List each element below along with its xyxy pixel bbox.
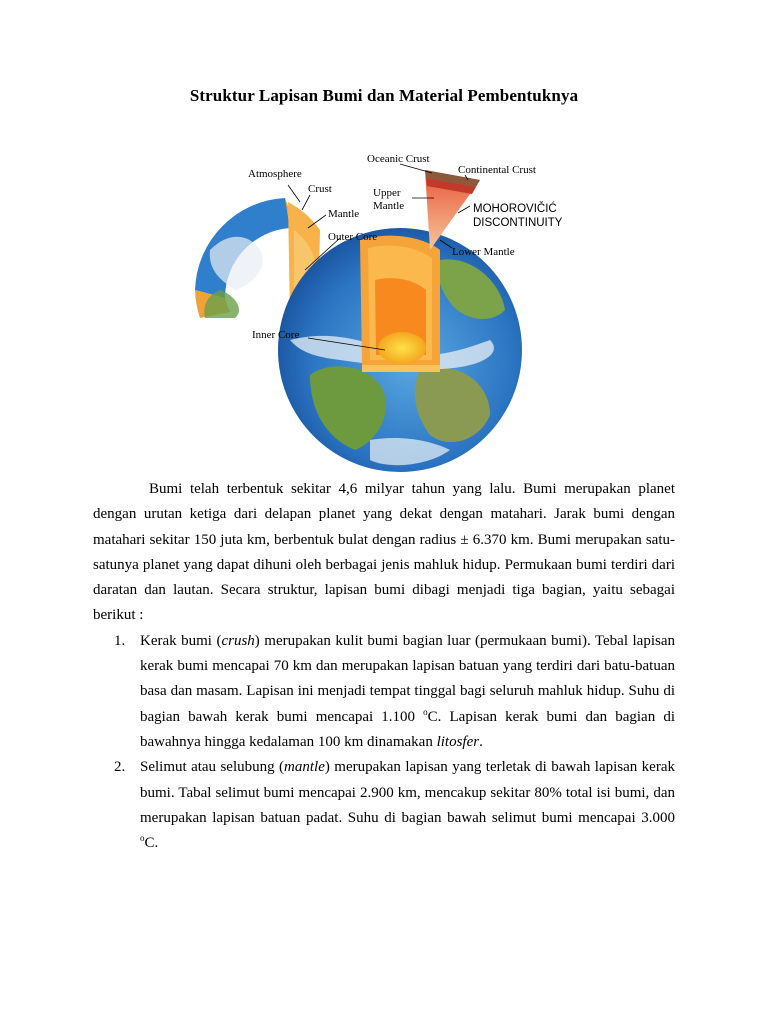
label-upper-mantle-2: Mantle — [373, 200, 405, 212]
term-mantle: mantle — [284, 759, 325, 776]
list-text: Kerak bumi ( — [140, 632, 222, 649]
crust-wedge — [425, 170, 480, 250]
list-text: ) merupakan lapisan yang terletak di bawah lapisan kerak bumi. Tabal selimut bumi mencapai 2.900 km, mencakup sekitar 80% total isi bumi, dan merupakan lapisan batuan padat. Suhu di bagian bawah selimut bumi mencapai 3.000 — [140, 759, 675, 826]
label-mantle: Mantle — [328, 208, 360, 220]
label-moho-1: MOHOROVIČIĆ — [473, 203, 557, 215]
list-text: Selimut atau selubung ( — [140, 759, 285, 776]
list-number: 1. — [114, 632, 126, 649]
label-oceanic-crust: Oceanic Crust — [367, 153, 430, 165]
list-text: ) merupakan kulit bumi bagian luar (permukaan bumi). Tebal lapisan kerak bumi mencapai 70 km dan merupakan lapisan batuan yang terdiri dari batu-batuan basa dan masam. Lapisan ini menjadi tempat tinggal bagi seluruh mahluk hidup. Suhu di bagian bawah kerak bumi mencapai 1.100 — [140, 632, 675, 725]
page-title: Struktur Lapisan Bumi dan Material Pembentuknya — [189, 86, 579, 105]
degree-sign: o — [423, 706, 428, 717]
body-text — [93, 477, 675, 856]
list-item-mantle — [114, 755, 675, 856]
degree-sign: o — [140, 833, 145, 844]
label-outer-core: Outer Core — [328, 231, 378, 243]
list-text: . — [479, 733, 483, 750]
intro-paragraph: Bumi telah terbentuk sekitar 4,6 milyar tahun yang lalu. Bumi merupakan planet dengan urutan ketiga dari delapan planet yang dekat dengan matahari. Jarak bumi dengan matahari sekitar 150 juta km, berbentuk bulat dengan radius ± 6.370 km. Bumi merupakan satu-satunya planet yang dapat dihuni oleh berbagai jenis mahluk hidup. Permukaan bumi terdiri dari daratan dan lautan. Secara struktur, lapisan bumi dibagi menjadi tiga bagian, yaitu sebagai berikut : — [93, 481, 675, 624]
term-litosfer: litosfer — [436, 733, 480, 750]
label-lower-mantle: Lower Mantle — [452, 246, 515, 258]
list-text: C. Lapisan kerak bumi dan bagian di bawahnya hingga kedalaman 100 km dinamakan — [140, 708, 675, 750]
term-crush: crush — [221, 632, 255, 649]
layer-list — [93, 629, 675, 857]
list-number: 2. — [114, 759, 126, 776]
label-continental-crust: Continental Crust — [458, 164, 536, 176]
list-text: C. — [144, 835, 159, 852]
earth-layers-illustration — [190, 140, 590, 475]
label-upper-mantle-1: Upper — [373, 187, 401, 199]
list-item-crust — [114, 629, 675, 755]
label-atmosphere: Atmosphere — [248, 168, 302, 180]
label-crust: Crust — [308, 183, 332, 195]
earth-globe — [278, 228, 522, 472]
earth-layers-figure — [190, 140, 590, 475]
label-moho-2: DISCONTINUITY — [473, 217, 563, 229]
label-inner-core: Inner Core — [252, 329, 300, 341]
